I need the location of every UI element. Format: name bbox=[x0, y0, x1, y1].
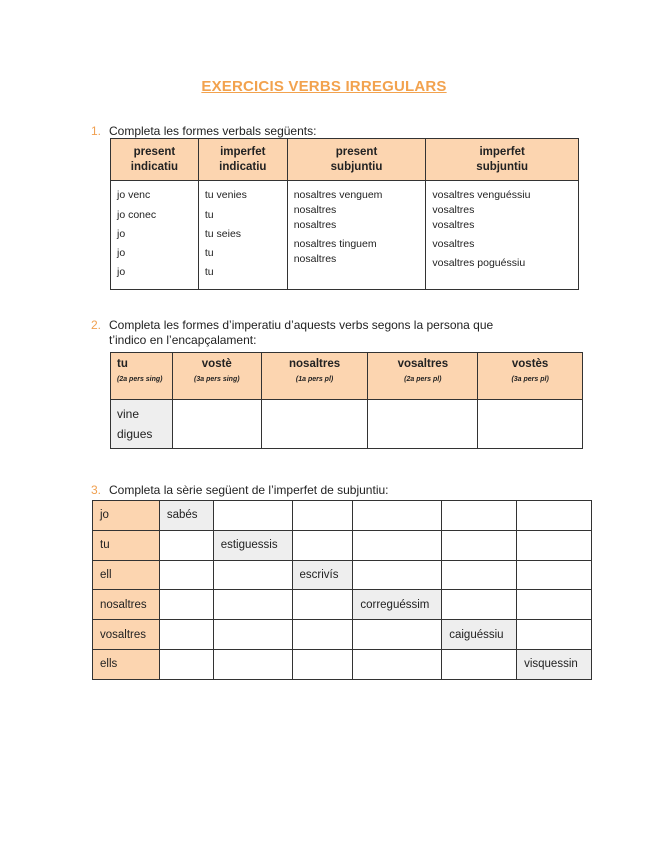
answer-cell[interactable] bbox=[159, 649, 213, 679]
answer-cell[interactable] bbox=[442, 649, 517, 679]
person-label: nosaltres bbox=[93, 590, 160, 620]
answer-cell[interactable] bbox=[292, 530, 353, 560]
person-label: ells bbox=[93, 649, 160, 679]
section2-instruction bbox=[91, 318, 493, 348]
answer-cell[interactable] bbox=[353, 620, 442, 650]
answer-cell[interactable] bbox=[292, 590, 353, 620]
list-item: nosaltres bbox=[293, 204, 337, 216]
table-row bbox=[93, 560, 592, 590]
answer-cell[interactable] bbox=[517, 501, 592, 531]
list-item: tu bbox=[204, 247, 214, 259]
answer-cell[interactable] bbox=[353, 649, 442, 679]
list-item: tu venies bbox=[204, 189, 247, 201]
answer-cell[interactable] bbox=[442, 501, 517, 531]
section3-number: 3. bbox=[91, 483, 102, 497]
answer-cell[interactable] bbox=[517, 560, 592, 590]
person-label: jo bbox=[93, 501, 160, 531]
list-item: jo venc bbox=[117, 189, 151, 201]
person-label: ell bbox=[93, 560, 160, 590]
s2-answer-vosaltres[interactable] bbox=[368, 400, 478, 449]
list-item: nosaltres tinguem bbox=[293, 238, 377, 250]
list-item: jo bbox=[117, 266, 126, 278]
answer-cell[interactable] bbox=[213, 620, 292, 650]
section3-instruction bbox=[91, 483, 389, 498]
section2-number: 2. bbox=[91, 318, 102, 332]
answer-cell[interactable] bbox=[353, 560, 442, 590]
s2-answer-vostes[interactable] bbox=[478, 400, 583, 449]
answer-cell[interactable] bbox=[159, 590, 213, 620]
table-row bbox=[93, 620, 592, 650]
table-row bbox=[93, 501, 592, 531]
section3-table bbox=[92, 500, 592, 680]
answer-cell[interactable] bbox=[292, 501, 353, 531]
answer-cell[interactable] bbox=[213, 560, 292, 590]
section1-table bbox=[110, 138, 579, 290]
s2-header-voste: vostè (3a pers sing) bbox=[172, 353, 261, 400]
page-title: EXERCICIS VERBS IRREGULARS bbox=[201, 78, 447, 95]
section1-instruction bbox=[91, 124, 316, 139]
answer-cell[interactable] bbox=[442, 530, 517, 560]
s2-answer-nosaltres[interactable] bbox=[261, 400, 368, 449]
answer-cell[interactable] bbox=[159, 530, 213, 560]
list-item: nosaltres bbox=[293, 253, 337, 265]
list-item: jo bbox=[117, 247, 126, 259]
s2-header-vosaltres: vosaltres (2a pers pl) bbox=[368, 353, 478, 400]
section2-instruction-line1: Completa les formes d’imperatiu d’aquests verbs segons la persona que bbox=[109, 318, 494, 332]
list-item: tu bbox=[204, 266, 214, 278]
s2-given-cell bbox=[111, 400, 173, 449]
s2-header-vostes: vostès (3a pers pl) bbox=[478, 353, 583, 400]
given-form-cell: escrivís bbox=[292, 560, 353, 590]
given-form-cell: sabés bbox=[159, 501, 213, 531]
person-label: tu bbox=[93, 530, 160, 560]
answer-cell[interactable] bbox=[159, 620, 213, 650]
list-item: nosaltres venguem bbox=[293, 189, 383, 201]
given-form-cell: estiguessis bbox=[213, 530, 292, 560]
answer-cell[interactable] bbox=[517, 530, 592, 560]
person-label: vosaltres bbox=[93, 620, 160, 650]
answer-cell[interactable] bbox=[517, 620, 592, 650]
s1-header-imperfet-subjuntiu: imperfet subjuntiu bbox=[426, 139, 579, 181]
s1-col-imperfet-subjuntiu[interactable] bbox=[426, 181, 579, 290]
list-item: jo bbox=[117, 228, 126, 240]
answer-cell[interactable] bbox=[442, 590, 517, 620]
table-row bbox=[93, 649, 592, 679]
list-item: jo conec bbox=[117, 209, 157, 221]
given-form-cell: visquessin bbox=[517, 649, 592, 679]
answer-cell[interactable] bbox=[353, 530, 442, 560]
list-item: vosaltres bbox=[432, 238, 475, 250]
s1-header-present-indicatiu: present indicatiu bbox=[111, 139, 199, 181]
list-item: nosaltres bbox=[293, 219, 337, 231]
answer-cell[interactable] bbox=[517, 590, 592, 620]
answer-cell[interactable] bbox=[213, 590, 292, 620]
list-item: vosaltres bbox=[432, 204, 475, 216]
s2-answer-voste[interactable] bbox=[172, 400, 261, 449]
answer-cell[interactable] bbox=[213, 501, 292, 531]
answer-cell[interactable] bbox=[292, 649, 353, 679]
answer-cell[interactable] bbox=[353, 501, 442, 531]
section1-number: 1. bbox=[91, 124, 102, 138]
s1-col-present-indicatiu[interactable] bbox=[111, 181, 199, 290]
s1-col-present-subjuntiu[interactable] bbox=[287, 181, 426, 290]
answer-cell[interactable] bbox=[442, 560, 517, 590]
s2-header-tu: tu (2a pers sing) bbox=[111, 353, 173, 400]
list-item: vosaltres bbox=[432, 219, 475, 231]
list-item: vosaltres venguéssiu bbox=[432, 189, 531, 201]
section1-instruction-text: Completa les formes verbals següents: bbox=[109, 124, 317, 138]
section2-instruction-line2: t’indico en l’encapçalament: bbox=[109, 333, 257, 347]
list-item: digues bbox=[117, 427, 153, 441]
s1-col-imperfet-indicatiu[interactable] bbox=[198, 181, 287, 290]
answer-cell[interactable] bbox=[213, 649, 292, 679]
s1-header-imperfet-indicatiu: imperfet indicatiu bbox=[198, 139, 287, 181]
table-row bbox=[93, 590, 592, 620]
s2-header-nosaltres: nosaltres (1a pers pl) bbox=[261, 353, 368, 400]
answer-cell[interactable] bbox=[159, 560, 213, 590]
list-item: vosaltres poguéssiu bbox=[432, 257, 526, 269]
given-form-cell: correguéssim bbox=[353, 590, 442, 620]
list-item: tu seies bbox=[204, 228, 242, 240]
list-item: vine bbox=[117, 407, 140, 421]
answer-cell[interactable] bbox=[292, 620, 353, 650]
s1-header-present-subjuntiu: present subjuntiu bbox=[287, 139, 426, 181]
list-item: tu bbox=[204, 209, 214, 221]
given-form-cell: caiguéssiu bbox=[442, 620, 517, 650]
table-row bbox=[93, 530, 592, 560]
section3-instruction-text: Completa la sèrie següent de l’imperfet de subjuntiu: bbox=[109, 483, 389, 497]
section2-table bbox=[110, 352, 583, 449]
